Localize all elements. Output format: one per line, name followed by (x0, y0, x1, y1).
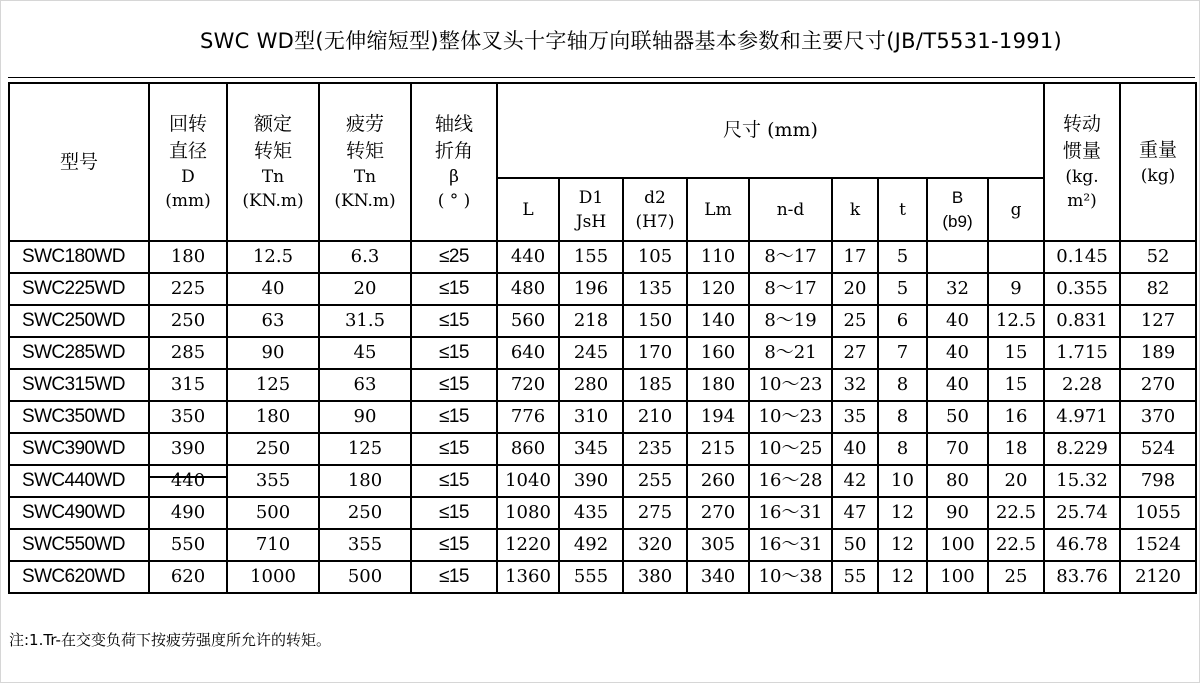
cell-t: 6 (878, 305, 927, 337)
cell-d1: 345 (559, 433, 623, 465)
table-row (9, 305, 1196, 337)
cell-d2: 105 (623, 241, 687, 273)
cell-tf: 125 (319, 433, 411, 465)
header-rated-torque: 额定 转矩 Tn (KN.m) (227, 83, 319, 241)
cell-weight: 270 (1120, 369, 1196, 401)
cell-k: 35 (832, 401, 878, 433)
cell-b: 32 (927, 273, 988, 305)
header-inertia: 转动 惯量 (kg. m²) (1044, 83, 1120, 241)
cell-b (927, 241, 988, 273)
cell-d: 390 (149, 433, 227, 465)
cell-tf: 20 (319, 273, 411, 305)
header-rotation-diameter: 回转 直径 D (mm) (149, 83, 227, 241)
table-row (9, 369, 1196, 401)
table-row (9, 401, 1196, 433)
cell-d1: 155 (559, 241, 623, 273)
cell-nd: 10～23 (749, 369, 832, 401)
header-t: t (878, 178, 927, 241)
cell-d: 620 (149, 561, 227, 593)
cell-g: 22.5 (988, 529, 1044, 561)
cell-g: 20 (988, 465, 1044, 497)
cell-l: 1080 (497, 497, 559, 529)
cell-d: 440 (149, 465, 227, 497)
cell-lm: 180 (687, 369, 749, 401)
cell-d: 350 (149, 401, 227, 433)
cell-d1: 196 (559, 273, 623, 305)
cell-k: 17 (832, 241, 878, 273)
cell-g (988, 241, 1044, 273)
cell-lm: 260 (687, 465, 749, 497)
cell-l: 560 (497, 305, 559, 337)
cell-k: 47 (832, 497, 878, 529)
cell-d2: 275 (623, 497, 687, 529)
cell-d1: 435 (559, 497, 623, 529)
cell-weight: 2120 (1120, 561, 1196, 593)
cell-l: 860 (497, 433, 559, 465)
cell-k: 55 (832, 561, 878, 593)
cell-d: 490 (149, 497, 227, 529)
cell-beta: ≤15 (411, 305, 497, 337)
cell-l: 1040 (497, 465, 559, 497)
cell-b: 50 (927, 401, 988, 433)
cell-d: 180 (149, 241, 227, 273)
cell-tf: 6.3 (319, 241, 411, 273)
cell-lm: 270 (687, 497, 749, 529)
cell-t: 8 (878, 369, 927, 401)
cell-l: 480 (497, 273, 559, 305)
table-row (9, 241, 1196, 273)
cell-inertia: 83.76 (1044, 561, 1120, 593)
cell-k: 40 (832, 433, 878, 465)
cell-beta: ≤15 (411, 337, 497, 369)
cell-model: SWC620WD (9, 561, 149, 593)
cell-inertia: 0.831 (1044, 305, 1120, 337)
cell-d: 550 (149, 529, 227, 561)
cell-b: 90 (927, 497, 988, 529)
cell-g: 25 (988, 561, 1044, 593)
cell-d2: 170 (623, 337, 687, 369)
cell-g: 15 (988, 337, 1044, 369)
table-row (9, 497, 1196, 529)
cell-b: 70 (927, 433, 988, 465)
header-axis-angle: 轴线 折角 β ( ° ) (411, 83, 497, 241)
cell-model: SWC180WD (9, 241, 149, 273)
cell-inertia: 1.715 (1044, 337, 1120, 369)
table-row (9, 529, 1196, 561)
cell-d2: 150 (623, 305, 687, 337)
cell-tn: 710 (227, 529, 319, 561)
cell-model: SWC315WD (9, 369, 149, 401)
cell-tn: 63 (227, 305, 319, 337)
cell-model: SWC285WD (9, 337, 149, 369)
cell-tn: 180 (227, 401, 319, 433)
cell-nd: 8～19 (749, 305, 832, 337)
cell-model: SWC225WD (9, 273, 149, 305)
cell-tn: 90 (227, 337, 319, 369)
cell-tf: 90 (319, 401, 411, 433)
header-weight: 重量 (kg) (1120, 83, 1196, 241)
cell-d2: 235 (623, 433, 687, 465)
cell-t: 7 (878, 337, 927, 369)
cell-lm: 340 (687, 561, 749, 593)
cell-l: 720 (497, 369, 559, 401)
cell-nd: 16～31 (749, 497, 832, 529)
cell-lm: 194 (687, 401, 749, 433)
cell-g: 16 (988, 401, 1044, 433)
header-k: k (832, 178, 878, 241)
cell-inertia: 0.145 (1044, 241, 1120, 273)
header-row-1 (9, 83, 1196, 178)
cell-d: 285 (149, 337, 227, 369)
cell-nd: 8～21 (749, 337, 832, 369)
cell-d2: 210 (623, 401, 687, 433)
cell-model: SWC550WD (9, 529, 149, 561)
cell-tn: 1000 (227, 561, 319, 593)
table-row (9, 273, 1196, 305)
cell-t: 5 (878, 273, 927, 305)
cell-tf: 63 (319, 369, 411, 401)
header-D1: D1 JsH (559, 178, 623, 241)
cell-beta: ≤15 (411, 561, 497, 593)
cell-beta: ≤15 (411, 497, 497, 529)
cell-nd: 10～23 (749, 401, 832, 433)
cell-nd: 8～17 (749, 273, 832, 305)
cell-t: 8 (878, 401, 927, 433)
cell-l: 776 (497, 401, 559, 433)
cell-inertia: 0.355 (1044, 273, 1120, 305)
cell-t: 12 (878, 529, 927, 561)
cell-lm: 305 (687, 529, 749, 561)
cell-l: 640 (497, 337, 559, 369)
cell-d2: 380 (623, 561, 687, 593)
cell-d2: 255 (623, 465, 687, 497)
cell-lm: 120 (687, 273, 749, 305)
cell-nd: 16～31 (749, 529, 832, 561)
cell-tn: 355 (227, 465, 319, 497)
cell-d: 250 (149, 305, 227, 337)
table-row (9, 465, 1196, 497)
cell-k: 32 (832, 369, 878, 401)
cell-d1: 245 (559, 337, 623, 369)
cell-nd: 8～17 (749, 241, 832, 273)
cell-beta: ≤15 (411, 369, 497, 401)
cell-tf: 180 (319, 465, 411, 497)
cell-inertia: 25.74 (1044, 497, 1120, 529)
cell-inertia: 2.28 (1044, 369, 1120, 401)
cell-beta: ≤15 (411, 465, 497, 497)
cell-beta: ≤15 (411, 273, 497, 305)
cell-tn: 125 (227, 369, 319, 401)
header-g: g (988, 178, 1044, 241)
cell-d1: 310 (559, 401, 623, 433)
cell-beta: ≤25 (411, 241, 497, 273)
cell-weight: 370 (1120, 401, 1196, 433)
cell-weight: 82 (1120, 273, 1196, 305)
cell-d1: 280 (559, 369, 623, 401)
cell-tf: 500 (319, 561, 411, 593)
cell-t: 12 (878, 561, 927, 593)
cell-lm: 215 (687, 433, 749, 465)
cell-d1: 492 (559, 529, 623, 561)
cell-beta: ≤15 (411, 529, 497, 561)
cell-k: 42 (832, 465, 878, 497)
cell-d1: 218 (559, 305, 623, 337)
cell-inertia: 46.78 (1044, 529, 1120, 561)
cell-model: SWC250WD (9, 305, 149, 337)
cell-tn: 12.5 (227, 241, 319, 273)
spec-table (8, 82, 1197, 594)
cell-t: 10 (878, 465, 927, 497)
cell-t: 8 (878, 433, 927, 465)
header-model: 型号 (9, 83, 149, 241)
header-B: B (b9) (927, 178, 988, 241)
cell-d2: 135 (623, 273, 687, 305)
cell-tn: 40 (227, 273, 319, 305)
cell-g: 12.5 (988, 305, 1044, 337)
cell-beta: ≤15 (411, 433, 497, 465)
cell-b: 100 (927, 561, 988, 593)
cell-weight: 127 (1120, 305, 1196, 337)
cell-tf: 31.5 (319, 305, 411, 337)
header-L: L (497, 178, 559, 241)
cell-d1: 390 (559, 465, 623, 497)
cell-model: SWC350WD (9, 401, 149, 433)
cell-model: SWC440WD (9, 465, 149, 497)
cell-b: 40 (927, 337, 988, 369)
cell-tf: 45 (319, 337, 411, 369)
cell-weight: 1055 (1120, 497, 1196, 529)
cell-b: 80 (927, 465, 988, 497)
cell-d1: 555 (559, 561, 623, 593)
cell-weight: 798 (1120, 465, 1196, 497)
cell-l: 1360 (497, 561, 559, 593)
cell-lm: 110 (687, 241, 749, 273)
cell-tn: 500 (227, 497, 319, 529)
cell-beta: ≤15 (411, 401, 497, 433)
cell-inertia: 8.229 (1044, 433, 1120, 465)
cell-weight: 189 (1120, 337, 1196, 369)
cell-g: 22.5 (988, 497, 1044, 529)
cell-g: 18 (988, 433, 1044, 465)
cell-tf: 355 (319, 529, 411, 561)
cell-d: 315 (149, 369, 227, 401)
cell-b: 40 (927, 369, 988, 401)
cell-model: SWC490WD (9, 497, 149, 529)
cell-d2: 320 (623, 529, 687, 561)
cell-k: 50 (832, 529, 878, 561)
header-nd: n-d (749, 178, 832, 241)
spec-table-body (9, 241, 1196, 593)
cell-lm: 160 (687, 337, 749, 369)
cell-l: 1220 (497, 529, 559, 561)
cell-nd: 10～25 (749, 433, 832, 465)
cell-g: 9 (988, 273, 1044, 305)
cell-k: 25 (832, 305, 878, 337)
cell-weight: 1524 (1120, 529, 1196, 561)
cell-b: 40 (927, 305, 988, 337)
cell-d: 225 (149, 273, 227, 305)
cell-lm: 140 (687, 305, 749, 337)
cell-t: 5 (878, 241, 927, 273)
header-fatigue-torque: 疲劳 转矩 Tn (KN.m) (319, 83, 411, 241)
page-title: SWC WD型(无伸缩短型)整体叉头十字轴万向联轴器基本参数和主要尺寸(JB/T5531-1991) (199, 29, 1063, 53)
cell-weight: 524 (1120, 433, 1196, 465)
header-d2: d2 (H7) (623, 178, 687, 241)
cell-model: SWC390WD (9, 433, 149, 465)
cell-k: 27 (832, 337, 878, 369)
table-row (9, 337, 1196, 369)
cell-k: 20 (832, 273, 878, 305)
cell-inertia: 15.32 (1044, 465, 1120, 497)
cell-nd: 10～38 (749, 561, 832, 593)
top-rule (8, 77, 1195, 78)
cell-nd: 16～28 (749, 465, 832, 497)
cell-g: 15 (988, 369, 1044, 401)
footnote: 注:1.Tr-在交变负荷下按疲劳强度所允许的转矩。 (9, 631, 331, 649)
cell-inertia: 4.971 (1044, 401, 1120, 433)
header-Lm: Lm (687, 178, 749, 241)
cell-weight: 52 (1120, 241, 1196, 273)
cell-d2: 185 (623, 369, 687, 401)
cell-l: 440 (497, 241, 559, 273)
header-dimensions: 尺寸 (mm) (497, 83, 1044, 178)
cell-tf: 250 (319, 497, 411, 529)
table-row (9, 561, 1196, 593)
table-row (9, 433, 1196, 465)
cell-t: 12 (878, 497, 927, 529)
cell-tn: 250 (227, 433, 319, 465)
cell-b: 100 (927, 529, 988, 561)
strike-mark (150, 476, 226, 478)
